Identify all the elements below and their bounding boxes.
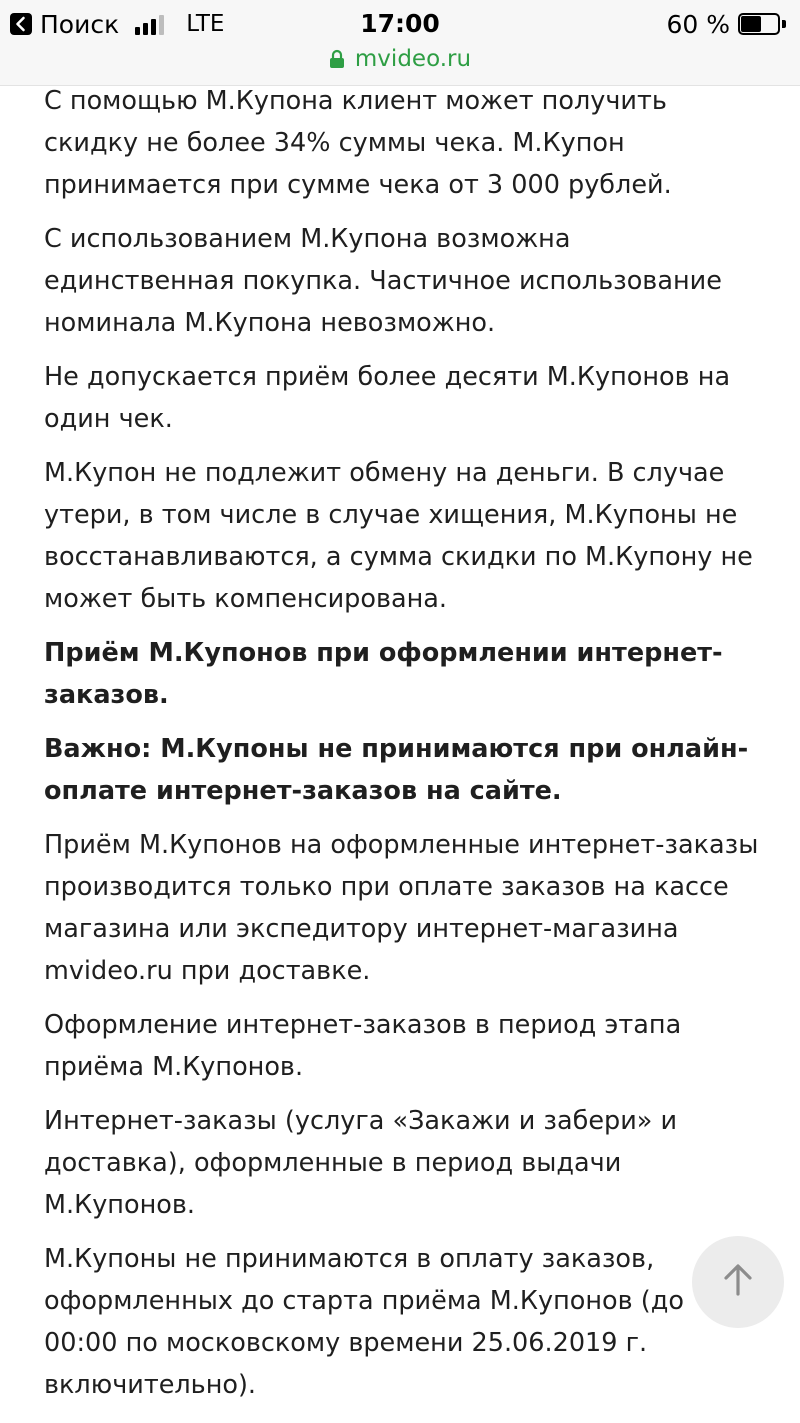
battery-icon bbox=[738, 13, 786, 35]
article-paragraph: М.Купон не подлежит обмену на деньги. В случае утери, в том числе в случае хищения, М.Купоны не восстанавливаются, а сумма скидки по М.Купону не может быть компенсирована. bbox=[44, 458, 753, 614]
article-paragraph: С помощью М.Купона клиент может получить скидку не более 34% суммы чека. М.Купон принимается при сумме чека от 3 000 рублей. bbox=[44, 86, 672, 200]
network-type: LTE bbox=[186, 11, 225, 37]
article-paragraph: Приём М.Купонов на оформленные интернет-заказы производится только при оплате заказов на кассе магазина или экспедитору интернет-магазина mvideo.ru при доставке. bbox=[44, 830, 759, 986]
signal-bar bbox=[143, 23, 148, 35]
battery-percentage: 60 % bbox=[666, 9, 730, 39]
chevron-left-icon[interactable] bbox=[10, 13, 32, 35]
url-bar[interactable] bbox=[0, 42, 800, 76]
article-paragraph: Оформление интернет-заказов в период этапа приёма М.Купонов. bbox=[44, 1010, 682, 1082]
back-label[interactable]: Поиск bbox=[40, 9, 120, 39]
signal-bar bbox=[135, 27, 140, 35]
article-paragraph: Не допускается приём более десяти М.Купонов на один чек. bbox=[44, 362, 731, 434]
arrow-up-icon bbox=[723, 1263, 753, 1301]
status-left bbox=[10, 6, 224, 42]
article-heading: Важно: М.Купоны не принимаются при онлайн-оплате интернет-заказов на сайте. bbox=[44, 734, 749, 806]
lock-icon bbox=[329, 49, 345, 69]
url-domain[interactable]: mvideo.ru bbox=[354, 46, 472, 72]
article-paragraph: С использованием М.Купона возможна единственная покупка. Частичное использование номинала М.Купона невозможно. bbox=[44, 224, 722, 338]
article-content bbox=[44, 80, 764, 1418]
signal-bar bbox=[151, 19, 156, 35]
clock: 17:00 bbox=[360, 9, 440, 38]
signal-bar bbox=[159, 15, 164, 35]
status-right bbox=[666, 6, 786, 42]
article-heading: Приём М.Купонов при оформлении интернет-заказов. bbox=[44, 638, 723, 710]
status-bar bbox=[0, 0, 800, 86]
cellular-signal-icon bbox=[135, 13, 164, 35]
article-paragraph: М.Купоны не принимаются в оплату заказов, оформленных до старта приёма М.Купонов (до 00:00 по московскому времени 25.06.2019 г. включительно). bbox=[44, 1244, 684, 1400]
article-paragraph: Интернет-заказы (услуга «Закажи и забери» и доставка), оформленные в период выдачи М.Купонов. bbox=[44, 1106, 678, 1220]
scroll-to-top-button[interactable] bbox=[692, 1236, 784, 1328]
